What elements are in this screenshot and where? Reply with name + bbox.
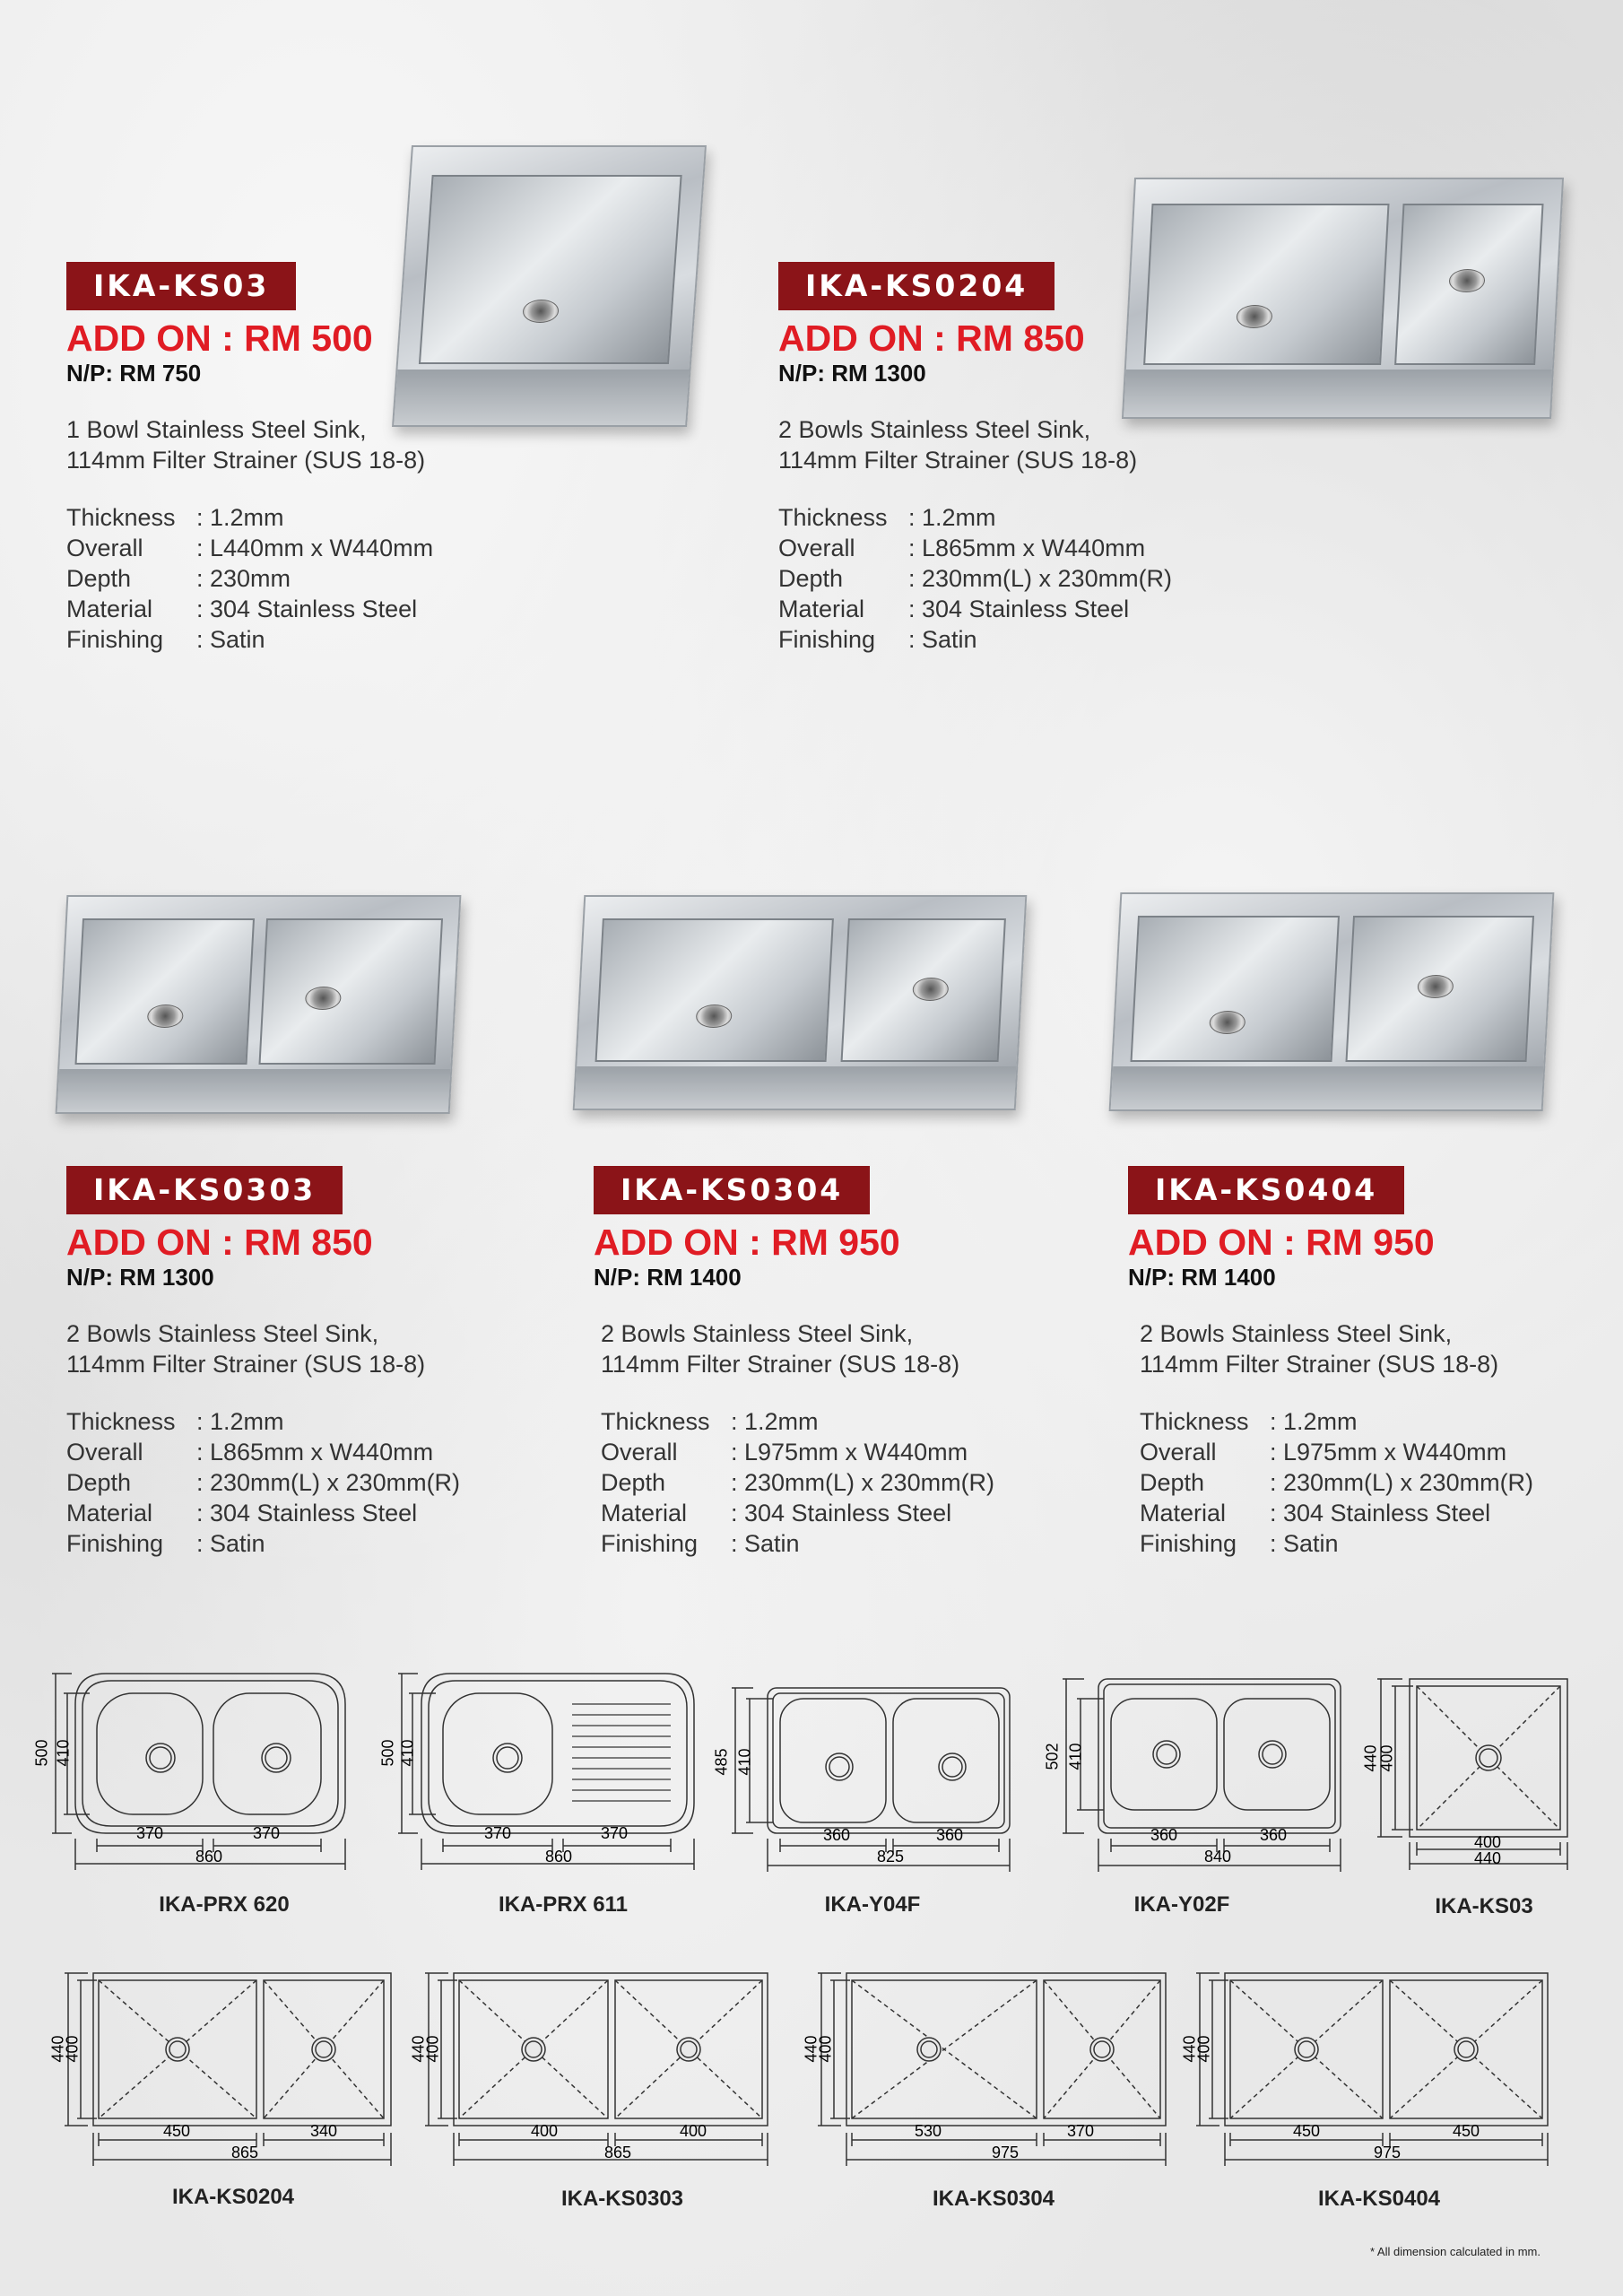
sink-photo-ks0304 (573, 895, 1028, 1110)
product-ks0404 (1128, 1166, 1533, 1559)
add-on-price: ADD ON : RM 850 (778, 317, 1085, 359)
add-on-price: ADD ON : RM 850 (66, 1222, 373, 1263)
spec-row: Finishing : Satin (778, 626, 977, 654)
dim-height-outer: 440 (1180, 2035, 1199, 2063)
dim-width-left: 370 (136, 1824, 164, 1842)
spec-row: Depth : 230mm(L) x 230mm(R) (1140, 1469, 1534, 1497)
spec-row: Finishing : Satin (601, 1530, 800, 1558)
spec-row: Finishing : Satin (66, 626, 265, 654)
dim-width-right: 360 (1260, 1826, 1288, 1844)
dim-total-width: 865 (231, 2144, 259, 2161)
dim-height-inner: 400 (63, 2035, 82, 2063)
drawing-ks03 (1363, 1674, 1578, 1880)
spec-row: Thickness : 1.2mm (778, 504, 996, 532)
drawing-y04f (712, 1683, 1022, 1880)
dim-width-right: 400 (680, 2122, 707, 2140)
spec-list (1140, 1406, 1533, 1559)
spec-row: Overall : L865mm x W440mm (66, 1439, 434, 1466)
product-code-badge: IKA-KS0404 (1128, 1166, 1404, 1214)
dim-width-right: 340 (310, 2122, 338, 2140)
product-description: 2 Bowls Stainless Steel Sink, 114mm Filter Strainer (SUS 18-8) (601, 1320, 960, 1378)
spec-row: Overall : L865mm x W440mm (778, 535, 1146, 562)
spec-row: Thickness : 1.2mm (66, 1408, 284, 1436)
dim-total-width: 825 (877, 1848, 905, 1866)
product-description: 1 Bowl Stainless Steel Sink, 114mm Filter Strainer (SUS 18-8) (66, 416, 426, 474)
dim-width-right: 450 (1453, 2122, 1480, 2140)
sink-photo-ks03 (392, 145, 707, 427)
dim-width-right: 370 (253, 1824, 281, 1842)
drawing-label: IKA-KS0303 (560, 2187, 684, 2211)
drawing-y02f (1045, 1674, 1350, 1880)
spec-list (66, 1406, 460, 1559)
sink-photo-ks0404 (1109, 892, 1555, 1111)
dim-total-width: 865 (604, 2144, 632, 2161)
product-code-badge: IKA-KS03 (66, 262, 296, 310)
product-ks0204 (778, 262, 1172, 655)
spec-row: Finishing : Satin (66, 1530, 265, 1558)
sink-photo-ks0303 (56, 895, 462, 1114)
sink-photo-ks0204 (1122, 178, 1564, 419)
dim-height-inner: 410 (1066, 1743, 1085, 1770)
spec-row: Depth : 230mm (66, 565, 291, 593)
dim-height-outer: 440 (48, 2035, 67, 2063)
spec-row: Thickness : 1.2mm (601, 1408, 819, 1436)
product-ks03 (66, 262, 433, 655)
product-code-badge: IKA-KS0304 (594, 1166, 870, 1214)
dim-height-inner: 400 (1194, 2035, 1213, 2063)
dim-width-left: 450 (1293, 2122, 1321, 2140)
product-ks0303 (66, 1166, 460, 1559)
dim-width-right: 360 (936, 1826, 964, 1844)
drawing-label: IKA-KS0204 (171, 2185, 295, 2209)
dim-total-width: 975 (1374, 2144, 1402, 2161)
add-on-price: ADD ON : RM 500 (66, 317, 373, 359)
spec-row: Material : 304 Stainless Steel (778, 596, 1130, 623)
dim-total-width: 860 (195, 1848, 223, 1866)
drawing-ks0304 (793, 1968, 1169, 2174)
drawing-prx-620 (32, 1668, 359, 1883)
drawing-label: IKA-PRX 611 (498, 1892, 629, 1917)
product-description: 2 Bowls Stainless Steel Sink, 114mm Filter Strainer (SUS 18-8) (66, 1320, 426, 1378)
drawing-label: IKA-Y02F (1133, 1892, 1230, 1917)
product-description: 2 Bowls Stainless Steel Sink, 114mm Filter Strainer (SUS 18-8) (1140, 1320, 1499, 1378)
dimension-footnote: * All dimension calculated in mm. (1369, 2245, 1541, 2258)
dim-height-inner: 400 (423, 2035, 442, 2063)
spec-row: Overall : L975mm x W440mm (601, 1439, 968, 1466)
dim-width-left: 360 (1150, 1826, 1178, 1844)
dim-height-outer: 440 (409, 2035, 428, 2063)
dim-height-outer: 485 (712, 1748, 731, 1776)
dim-height-outer: 440 (1361, 1744, 1380, 1772)
dim-width-right: 370 (601, 1824, 629, 1842)
dim-total-width: 975 (992, 2144, 1020, 2161)
dim-width-left: 400 (531, 2122, 559, 2140)
drawing-ks0303 (409, 1968, 777, 2174)
add-on-price: ADD ON : RM 950 (1128, 1222, 1435, 1263)
spec-row: Overall : L975mm x W440mm (1140, 1439, 1507, 1466)
dim-height-inner: 410 (735, 1748, 754, 1776)
product-ks0304 (594, 1166, 994, 1559)
spec-row: Material : 304 Stainless Steel (601, 1500, 952, 1527)
spec-list (601, 1406, 994, 1559)
drawing-ks0404 (1166, 1968, 1560, 2174)
product-code-badge: IKA-KS0204 (778, 262, 1055, 310)
drawing-prx-611 (378, 1668, 708, 1883)
dim-height-inner: 400 (816, 2035, 835, 2063)
spec-row: Material : 304 Stainless Steel (1140, 1500, 1491, 1527)
product-description: 2 Bowls Stainless Steel Sink, 114mm Filter Strainer (SUS 18-8) (778, 416, 1138, 474)
dim-width-left: 370 (484, 1824, 512, 1842)
normal-price: N/P: RM 1400 (594, 1264, 742, 1292)
spec-list (778, 502, 1172, 655)
spec-list (66, 502, 433, 655)
dim-height-outer: 500 (32, 1739, 51, 1767)
dim-width-left: 530 (915, 2122, 942, 2140)
drawing-label: IKA-Y04F (824, 1892, 921, 1917)
normal-price: N/P: RM 1300 (778, 360, 926, 387)
dim-height-outer: 440 (802, 2035, 820, 2063)
spec-row: Depth : 230mm(L) x 230mm(R) (66, 1469, 461, 1497)
add-on-price: ADD ON : RM 950 (594, 1222, 900, 1263)
drawing-label: IKA-KS0404 (1317, 2187, 1441, 2211)
spec-row: Depth : 230mm(L) x 230mm(R) (601, 1469, 995, 1497)
dim-height-outer: 500 (378, 1739, 397, 1767)
dim-height-inner: 410 (54, 1739, 73, 1767)
normal-price: N/P: RM 1400 (1128, 1264, 1276, 1292)
dim-height-outer: 502 (1043, 1743, 1062, 1770)
spec-row: Depth : 230mm(L) x 230mm(R) (778, 565, 1173, 593)
spec-row: Material : 304 Stainless Steel (66, 1500, 418, 1527)
dim-total-width: 840 (1204, 1848, 1232, 1866)
dim-height-inner: 400 (1377, 1744, 1396, 1772)
normal-price: N/P: RM 1300 (66, 1264, 214, 1292)
spec-row: Material : 304 Stainless Steel (66, 596, 418, 623)
spec-row: Thickness : 1.2mm (1140, 1408, 1358, 1436)
dim-width-left: 450 (163, 2122, 191, 2140)
drawing-ks0204 (48, 1968, 405, 2174)
dim-inner-width: 400 (1474, 1833, 1502, 1851)
spec-row: Finishing : Satin (1140, 1530, 1339, 1558)
dim-total-width: 440 (1474, 1849, 1502, 1867)
dim-width-left: 360 (823, 1826, 851, 1844)
dim-total-width: 860 (545, 1848, 573, 1866)
spec-row: Overall : L440mm x W440mm (66, 535, 434, 562)
product-code-badge: IKA-KS0303 (66, 1166, 343, 1214)
dim-width-right: 370 (1067, 2122, 1095, 2140)
dim-height-inner: 410 (398, 1739, 417, 1767)
spec-row: Thickness : 1.2mm (66, 504, 284, 532)
drawing-label: IKA-KS0304 (932, 2187, 1055, 2211)
drawing-label: IKA-PRX 620 (159, 1892, 290, 1917)
drawing-label: IKA-KS03 (1435, 1894, 1533, 1918)
normal-price: N/P: RM 750 (66, 360, 202, 387)
